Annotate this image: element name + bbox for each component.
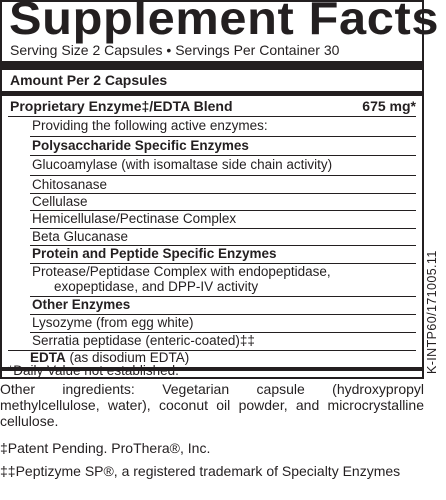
- row-divider: [30, 175, 416, 176]
- product-code: K-INTP60/171005.11: [425, 250, 439, 374]
- other-enzymes-heading: Other Enzymes: [32, 297, 131, 312]
- row-divider: [30, 193, 416, 194]
- ingredient-serratia: Serratia peptidase (enteric-coated)‡‡: [32, 333, 255, 348]
- protein-heading: Protein and Peptide Specific Enzymes: [32, 246, 277, 261]
- ingredient-beta-glucanase: Beta Glucanase: [32, 229, 129, 244]
- thick-divider: [2, 61, 422, 70]
- row-divider: [30, 155, 416, 156]
- ingredient-cellulase: Cellulase: [32, 194, 88, 209]
- ingredient-protease-line2: exopeptidase, and DPP-IV activity: [54, 279, 259, 294]
- polysaccharide-heading: Polysaccharide Specific Enzymes: [32, 138, 249, 153]
- medium-divider: [2, 91, 422, 96]
- panel-title: Supplement Facts: [9, 0, 440, 44]
- providing-text: Providing the following active enzymes:: [32, 118, 268, 133]
- blend-name: Proprietary Enzyme‡/EDTA Blend: [10, 98, 233, 114]
- ingredient-protease-line1: Protease/Peptidase Complex with endopeptidase,: [32, 264, 331, 279]
- ingredient-lysozyme: Lysozyme (from egg white): [32, 315, 194, 330]
- edta-label: EDTA: [30, 350, 66, 365]
- amount-per-serving: Amount Per 2 Capsules: [10, 72, 168, 88]
- ingredient-chitosanase: Chitosanase: [32, 177, 108, 192]
- daily-value-note: *Daily Value not established.: [8, 363, 179, 378]
- row-divider: [30, 136, 416, 137]
- blend-amount: 675 mg*: [362, 98, 416, 114]
- ingredient-hemicellulase: Hemicellulase/Pectinase Complex: [32, 211, 237, 226]
- trademark-footnote: ‡‡Peptizyme SP®, a registered trademark of Specialty Enzymes: [0, 463, 401, 479]
- row-divider: [8, 116, 416, 117]
- serving-info: Serving Size 2 Capsules • Servings Per Container 30: [10, 42, 340, 58]
- patent-footnote: ‡Patent Pending. ProThera®, Inc.: [0, 440, 211, 456]
- other-ingredients: Other ingredients: Vegetarian capsule (hydroxypropyl methylcellulose, water), coconut oil powder, and microcrystalline cellulose.: [0, 381, 424, 429]
- ingredient-glucoamylase: Glucoamylase (with isomaltase side chain activity): [32, 157, 333, 172]
- edta-detail: (as disodium EDTA): [69, 350, 190, 365]
